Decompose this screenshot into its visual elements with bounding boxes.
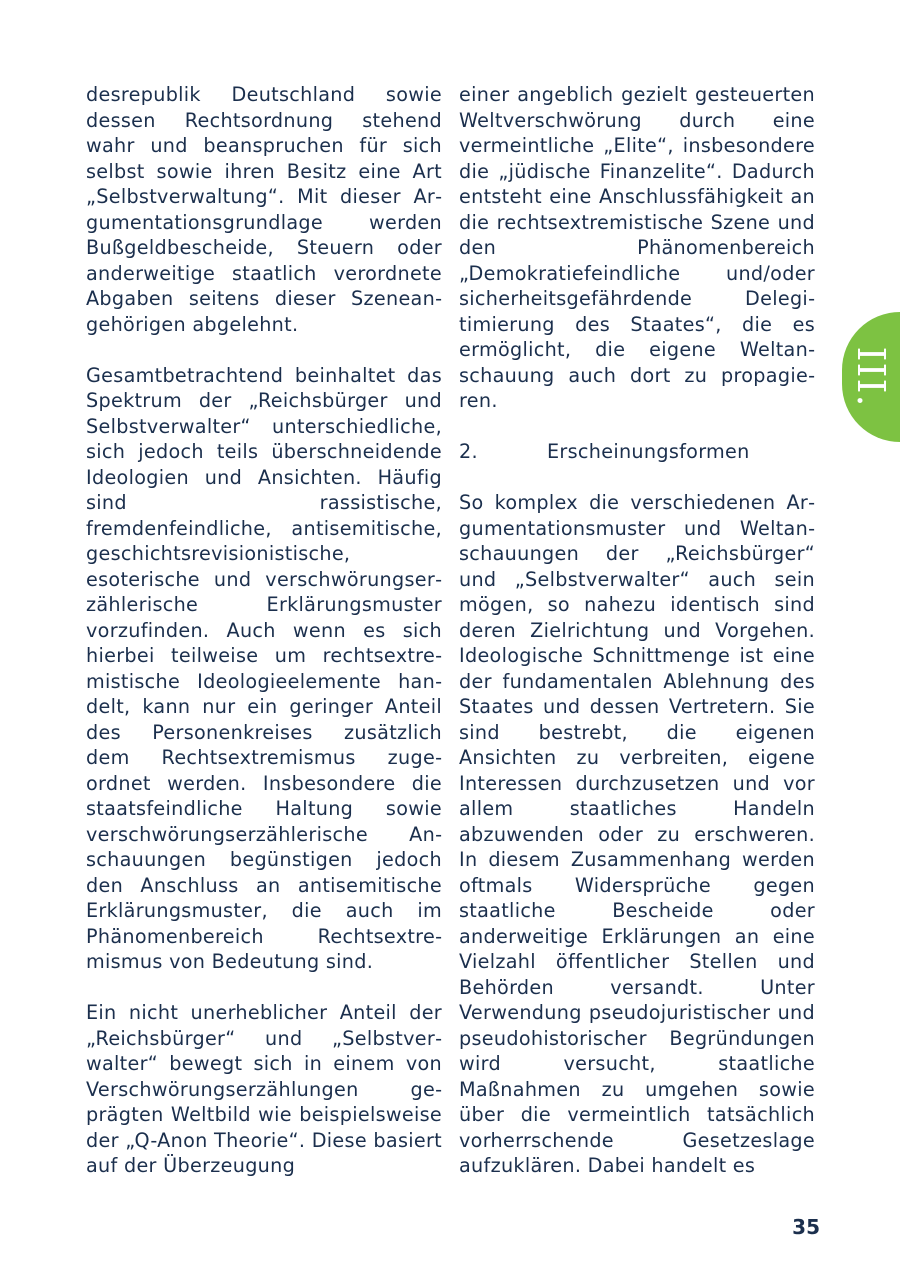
chapter-tab	[842, 312, 900, 442]
paragraph-right-1: einer angeblich gezielt gesteuerten Weltverschwörung durch eine vermeintliche „Elite“, insbesondere die „jüdische Finanzelite“. Dadurch entsteht eine Anschlussfähigkeit an die rechtsextremistische Szene und den Phänomenbereich „Demokratiefeindliche und/oder sicherheitsgefährdende Delegitimierung des Staates“, die es ermöglicht, die eigene Weltanschauung auch dort zu propagieren.	[459, 83, 815, 412]
page-number: 35	[792, 1215, 820, 1239]
chapter-label: III.	[849, 346, 893, 408]
section-title: Erscheinungsformen	[547, 440, 750, 463]
section-heading	[459, 439, 815, 465]
left-text-column	[86, 82, 442, 1179]
paragraph-left-3: Ein nicht unerheblicher Anteil der „Reichsbürger“ und „Selbstverwalter“ bewegt sich in einem von Verschwörungserzählungen geprägten Weltbild wie beispielsweise der „Q-Anon Theorie“. Diese basiert auf der Überzeugung	[86, 1001, 442, 1177]
paragraph-left-1: desrepublik Deutschland sowie dessen Rechtsordnung stehend wahr und beanspruchen für sich selbst sowie ihren Besitz eine Art „Selbstverwaltung“. Mit dieser Argumentationsgrundlage werden Bußgeldbescheide, Steuern oder anderweitige staatlich verordnete Abgaben seitens dieser Szeneangehörigen abgelehnt.	[86, 83, 442, 336]
paragraph-left-2: Gesamtbetrachtend beinhaltet das Spektrum der „Reichsbürger und Selbstverwalter“ unterschiedliche, sich jedoch teils überschneidende Ideologien und Ansichten. Häufig sind rassistische, fremdenfeindliche, antisemitische, geschichtsrevisionistische, esoterische und verschwörungserzählerische Erklärungsmuster vorzufinden. Auch wenn es sich hierbei teilweise um rechtsextremistische Ideologieelemente handelt, kann nur ein geringer Anteil des Personenkreises zusätzlich dem Rechtsextremismus zugeordnet werden. Insbesondere die staatsfeindliche Haltung sowie verschwörungserzählerische Anschauungen begünstigen jedoch den Anschluss an antisemitische Erklärungsmuster, die auch im Phänomenbereich Rechtsextremismus von Bedeutung sind.	[86, 363, 442, 973]
section-number: 2.	[459, 440, 478, 463]
right-text-column	[459, 82, 815, 1179]
paragraph-right-2: So komplex die verschiedenen Argumentationsmuster und Weltanschauungen der „Reichsbürger“ und „Selbstverwalter“ auch sein mögen, so nahezu identisch sind deren Zielrichtung und Vorgehen. Ideologische Schnittmenge ist eine der fundamentalen Ablehnung des Staates und dessen Vertretern. Sie sind bestrebt, die eigenen Ansichten zu verbreiten, eigene Interessen durchzusetzen und vor allem staatliches Handeln abzuwenden oder zu erschweren. In diesem Zusammenhang werden oftmals Widersprüche gegen staatliche Bescheide oder anderweitige Erklärungen an eine Vielzahl öffentlicher Stellen und Behörden versandt. Unter Verwendung pseudojuristischer und pseudohistorischer Begründungen wird versucht, staatliche Maßnahmen zu umgehen sowie über die vermeintlich tatsächlich vorherrschende Gesetzeslage aufzuklären. Dabei handelt es	[459, 491, 815, 1177]
